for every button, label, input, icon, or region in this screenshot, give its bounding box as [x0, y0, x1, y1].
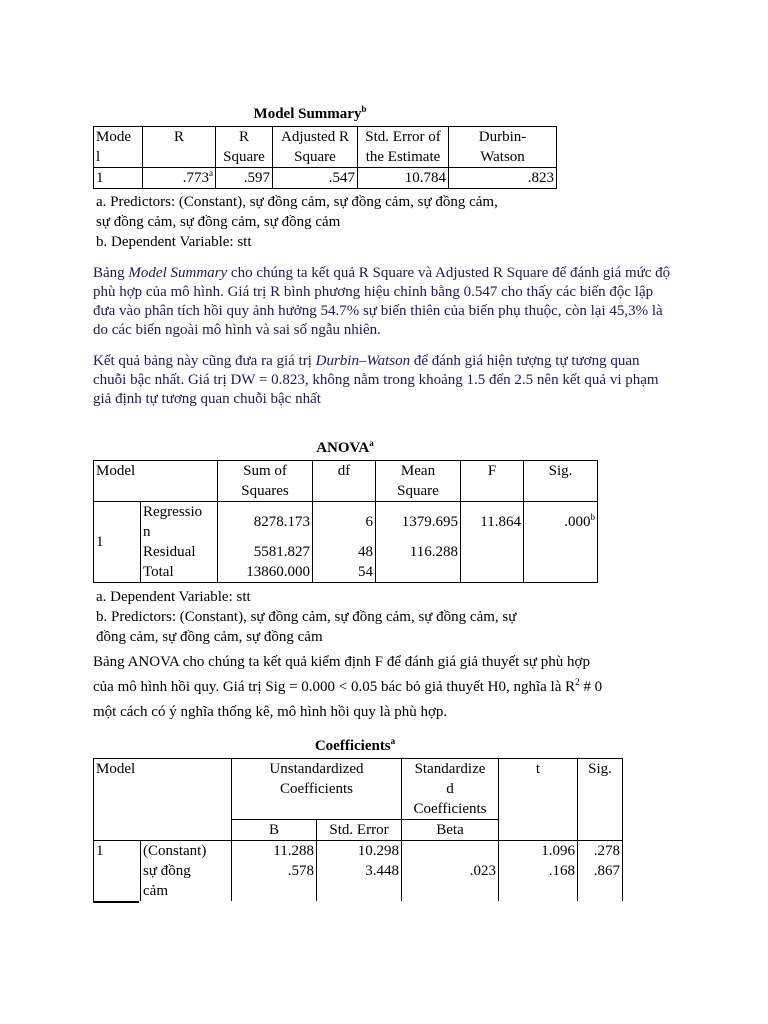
- cell-durbin-watson: .823: [449, 168, 557, 189]
- table-row: [94, 861, 623, 901]
- cell-row-label: Regressio n: [141, 502, 218, 543]
- model-summary-notes: [96, 192, 498, 252]
- table-row: [94, 562, 598, 583]
- paragraph-durbin-watson: Kết quả bảng này cũng đưa ra giá trị Durbin–Watson để đánh giá hiện tượng tự tương quan chuỗi bậc nhất. Giá trị DW = 0.823, không nằm trong khoảng 1.5 đến 2.5 nên kết quả vi phạm giả định tự tương quan chuỗi bậc nhất: [93, 353, 659, 407]
- anova-notes: [96, 587, 516, 647]
- table-header-row: [94, 127, 557, 168]
- paragraph-model-summary: Bảng Model Summary cho chúng ta kết quả R Square và Adjusted R Square để đánh giá mức độ phù hợp của mô hình. Giá trị R bình phương hiệu chỉnh bằng 0.547 cho thấy các biến độc lập đưa vào phân tích hồi quy ảnh hưởng 54.7% sự biến thiên của biến phụ thuộc, còn lại 45,3% là do các biến ngoài mô hình và sai số ngẫu nhiên.: [93, 265, 671, 338]
- header-sig: Sig.: [578, 759, 623, 841]
- header-model: Mode l: [94, 127, 143, 168]
- table-header-row: [94, 759, 623, 820]
- cell-sig: [524, 542, 598, 562]
- header-model: Model: [94, 759, 232, 841]
- table-row: [94, 542, 598, 562]
- model-summary-title: Model Summary$^b$: [253, 104, 367, 122]
- model-summary-table: [93, 126, 557, 189]
- cell-std-error: 10.784: [358, 168, 449, 189]
- header-std-error: Std. Error of the Estimate: [358, 127, 449, 168]
- cell-r-square: .597: [216, 168, 273, 189]
- cell-b: .578: [232, 861, 317, 901]
- cell-sum-of-squares: 13860.000: [218, 562, 313, 583]
- header-f: F: [461, 461, 524, 502]
- header-adjusted-r-square: Adjusted R Square: [273, 127, 358, 168]
- cell-b: 11.288: [232, 841, 317, 862]
- cell-row-label: Total: [141, 562, 218, 583]
- coefficients-table: [93, 758, 623, 901]
- cell-t: 1.096: [499, 841, 578, 862]
- page-break-underline: [93, 901, 139, 903]
- cell-model-number: 1: [94, 841, 141, 902]
- cell-t: .168: [499, 861, 578, 901]
- cell-adjusted-r-square: .547: [273, 168, 358, 189]
- cell-r: .773$^a$: [143, 168, 216, 189]
- cell-sig: [524, 562, 598, 583]
- cell-sig: .000$^b$: [524, 502, 598, 543]
- cell-model: 1: [94, 168, 143, 189]
- cell-std-error: 10.298: [317, 841, 402, 862]
- table-row: [94, 168, 557, 189]
- cell-mean-square: 1379.695: [376, 502, 461, 543]
- cell-sum-of-squares: 5581.827: [218, 542, 313, 562]
- header-df: df: [313, 461, 376, 502]
- paragraph-anova: Bảng ANOVA cho chúng ta kết quả kiểm định F để đánh giá giả thuyết sự phù hợp của mô hình hồi quy. Giá trị Sig = 0.000 < 0.05 bác bỏ giả thuyết H0, nghĩa là $R^2$ # 0 một cách có ý nghĩa thống kê, mô hình hồi quy là phù hợp.: [93, 654, 603, 720]
- note-predictors-cont: sự đồng cảm, sự đồng cảm, sự đồng cảm: [96, 214, 341, 230]
- note-dependent: a. Dependent Variable: stt: [96, 589, 251, 605]
- header-mean-square: Mean Square: [376, 461, 461, 502]
- anova-title: ANOVA$^a$: [316, 438, 374, 456]
- cell-mean-square: [376, 562, 461, 583]
- cell-beta: .023: [402, 861, 499, 901]
- header-r: R: [143, 127, 216, 168]
- cell-beta: [402, 841, 499, 862]
- cell-df: 6: [313, 502, 376, 543]
- header-b: B: [232, 820, 317, 841]
- table-row: [94, 502, 598, 543]
- note-predictors: a. Predictors: (Constant), sự đồng cảm, sự đồng cảm, sự đồng cảm,: [96, 194, 498, 210]
- header-sig: Sig.: [524, 461, 598, 502]
- cell-row-label: sự đồng cảm: [141, 861, 232, 901]
- header-r-square: R Square: [216, 127, 273, 168]
- cell-sum-of-squares: 8278.173: [218, 502, 313, 543]
- header-std-error: Std. Error: [317, 820, 402, 841]
- header-t: t: [499, 759, 578, 841]
- note-predictors: b. Predictors: (Constant), sự đồng cảm, sự đồng cảm, sự đồng cảm, sự: [96, 609, 517, 625]
- cell-mean-square: 116.288: [376, 542, 461, 562]
- anova-table: [93, 460, 598, 583]
- cell-df: 48: [313, 542, 376, 562]
- cell-row-label: Residual: [141, 542, 218, 562]
- cell-model-number: 1: [94, 502, 141, 583]
- header-durbin-watson: Durbin- Watson: [449, 127, 557, 168]
- table-row: [94, 841, 623, 862]
- coefficients-title: Coefficients$^a$: [314, 736, 396, 754]
- cell-f: [461, 542, 524, 562]
- cell-f: 11.864: [461, 502, 524, 543]
- cell-sig: .867: [578, 861, 623, 901]
- cell-df: 54: [313, 562, 376, 583]
- header-unstandardized: Unstandardized Coefficients: [232, 759, 402, 820]
- header-standardized: Standardize d Coefficients: [402, 759, 499, 820]
- cell-std-error: 3.448: [317, 861, 402, 901]
- table-header-row: [94, 461, 598, 502]
- header-sum-of-squares: Sum of Squares: [218, 461, 313, 502]
- note-dependent: b. Dependent Variable: stt: [96, 234, 252, 250]
- cell-sig: .278: [578, 841, 623, 862]
- header-model: Model: [94, 461, 218, 502]
- cell-row-label: (Constant): [141, 841, 232, 862]
- header-beta: Beta: [402, 820, 499, 841]
- note-predictors-cont: đồng cảm, sự đồng cảm, sự đồng cảm: [96, 629, 323, 645]
- cell-f: [461, 562, 524, 583]
